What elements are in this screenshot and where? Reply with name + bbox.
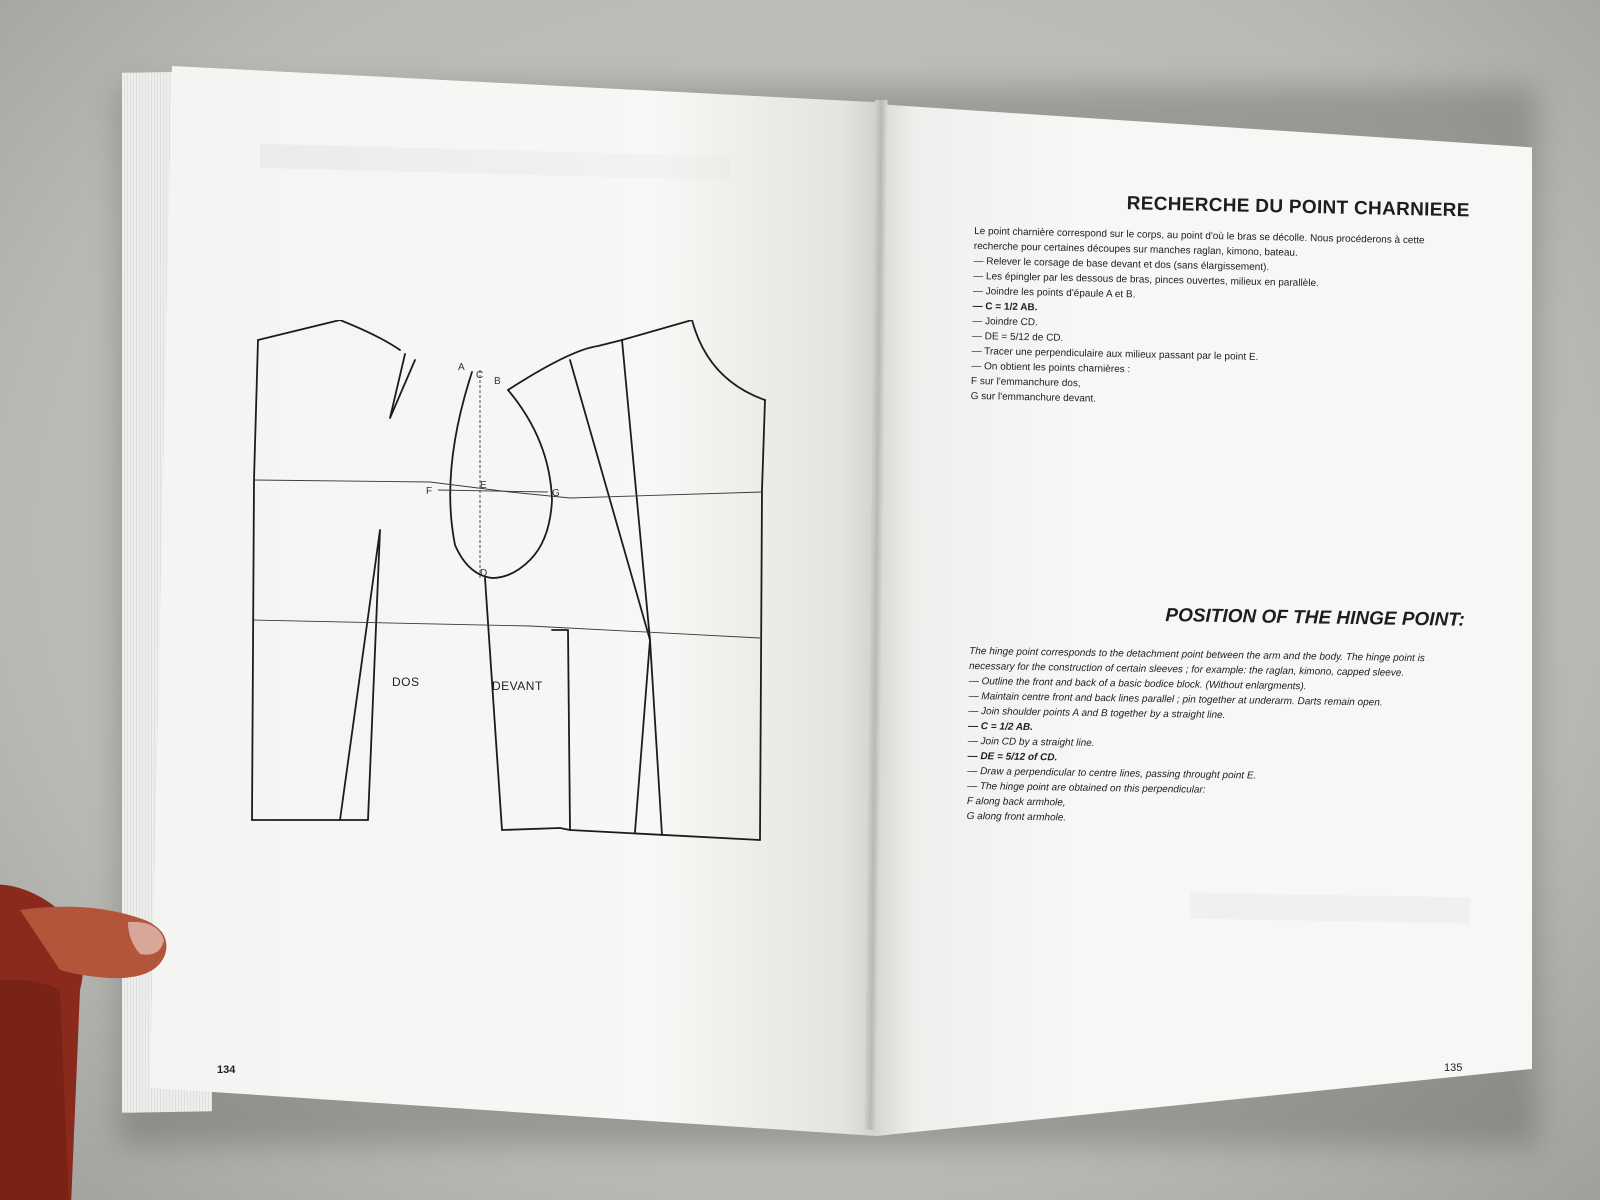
back-armhole-curve [252,340,258,820]
point-label-g: G [552,488,560,499]
english-intro: The hinge point corresponds to the detachment point between the arm and the body. The hinge point is necessary for the construction of certain sleeves ; for example: the raglan, kimono, capped sleeve. [968,645,1425,679]
french-step: — Relever le corsage de base devant et dos (sans élargissement). [973,254,1468,279]
english-title: POSITION OF THE HINGE POINT: [1165,605,1465,631]
french-section [971,190,1470,414]
french-result: F sur l'emmanchure dos, [970,375,1081,390]
french-step: — On obtient les points charnières : [971,359,1466,384]
back-shoulder-neck-line [258,320,400,350]
french-title: RECHERCHE DU POINT CHARNIERE [1126,193,1470,222]
english-step: — C = 1/2 AB. [968,719,1463,742]
french-step: — Les épingler par les dessous de bras, pinces ouvertes, milieux en parallèle. [973,269,1468,294]
back-side-seam [450,372,492,578]
english-step: — Join CD by a straight line. [968,734,1463,757]
point-label-f: F [426,486,433,497]
point-label-a: A [458,362,465,373]
french-step: — C = 1/2 AB. [972,299,1467,324]
english-step: — Draw a perpendicular to centre lines, passing throught point E. [967,764,1462,787]
back-waist-dart [340,530,380,820]
holding-hand [0,870,190,1200]
point-label-b: B [494,376,501,387]
english-step: — DE = 5/12 of CD. [967,749,1462,772]
english-step: — The hinge point are obtained on this perpendicular: [967,779,1462,802]
english-step: — Outline the front and back of a basic bodice block. (Without enlargments). [969,674,1464,697]
front-shoulder-dart [570,340,650,640]
hand-shadow [0,980,70,1200]
point-label-c: C [476,370,484,381]
english-result: G along front armhole. [966,810,1067,824]
bust-line [254,480,762,498]
english-step: — Join shoulder points A and B together by a straight line. [968,704,1463,727]
front-centre-line [760,400,765,840]
front-hem-line [502,828,760,840]
point-label-d: D [480,568,488,579]
french-step: — Joindre les points d'épaule A et B. [973,284,1468,309]
front-armhole-curve [492,390,552,578]
english-step: — Maintain centre front and back lines parallel ; pin together at underarm. Darts remain open. [968,689,1463,712]
point-label-e: E [480,480,487,491]
right-page-number: 135 [1444,1062,1463,1074]
front-waist-dart [635,640,662,835]
front-side-seam [485,578,502,830]
hip-line [252,620,760,638]
back-dart-top [390,354,415,418]
english-result: F along back armhole, [966,795,1066,809]
french-step: — Tracer une perpendiculaire aux milieux passant par le point E. [971,344,1466,369]
front-piece-label: DEVANT [492,679,543,693]
left-page-number: 134 [217,1064,236,1076]
front-neck-shoulder [508,320,765,400]
french-step: — DE = 5/12 de CD. [972,329,1467,354]
pattern-svg [230,320,790,860]
french-intro: Le point charnière correspond sur le corps, au point d'où le bras se décolle. Nous procéderons à cette recherche pour certaines découpes sur manches raglan, kimono, bateau. [973,225,1425,259]
show-through-right [1190,893,1470,924]
bodice-pattern-diagram [230,320,790,860]
french-result: G sur l'emmanchure devant. [970,390,1097,405]
english-section [967,602,1465,832]
back-piece-label: DOS [392,675,420,689]
front-lower-dart [552,630,570,830]
french-step: — Joindre CD. [972,314,1467,339]
